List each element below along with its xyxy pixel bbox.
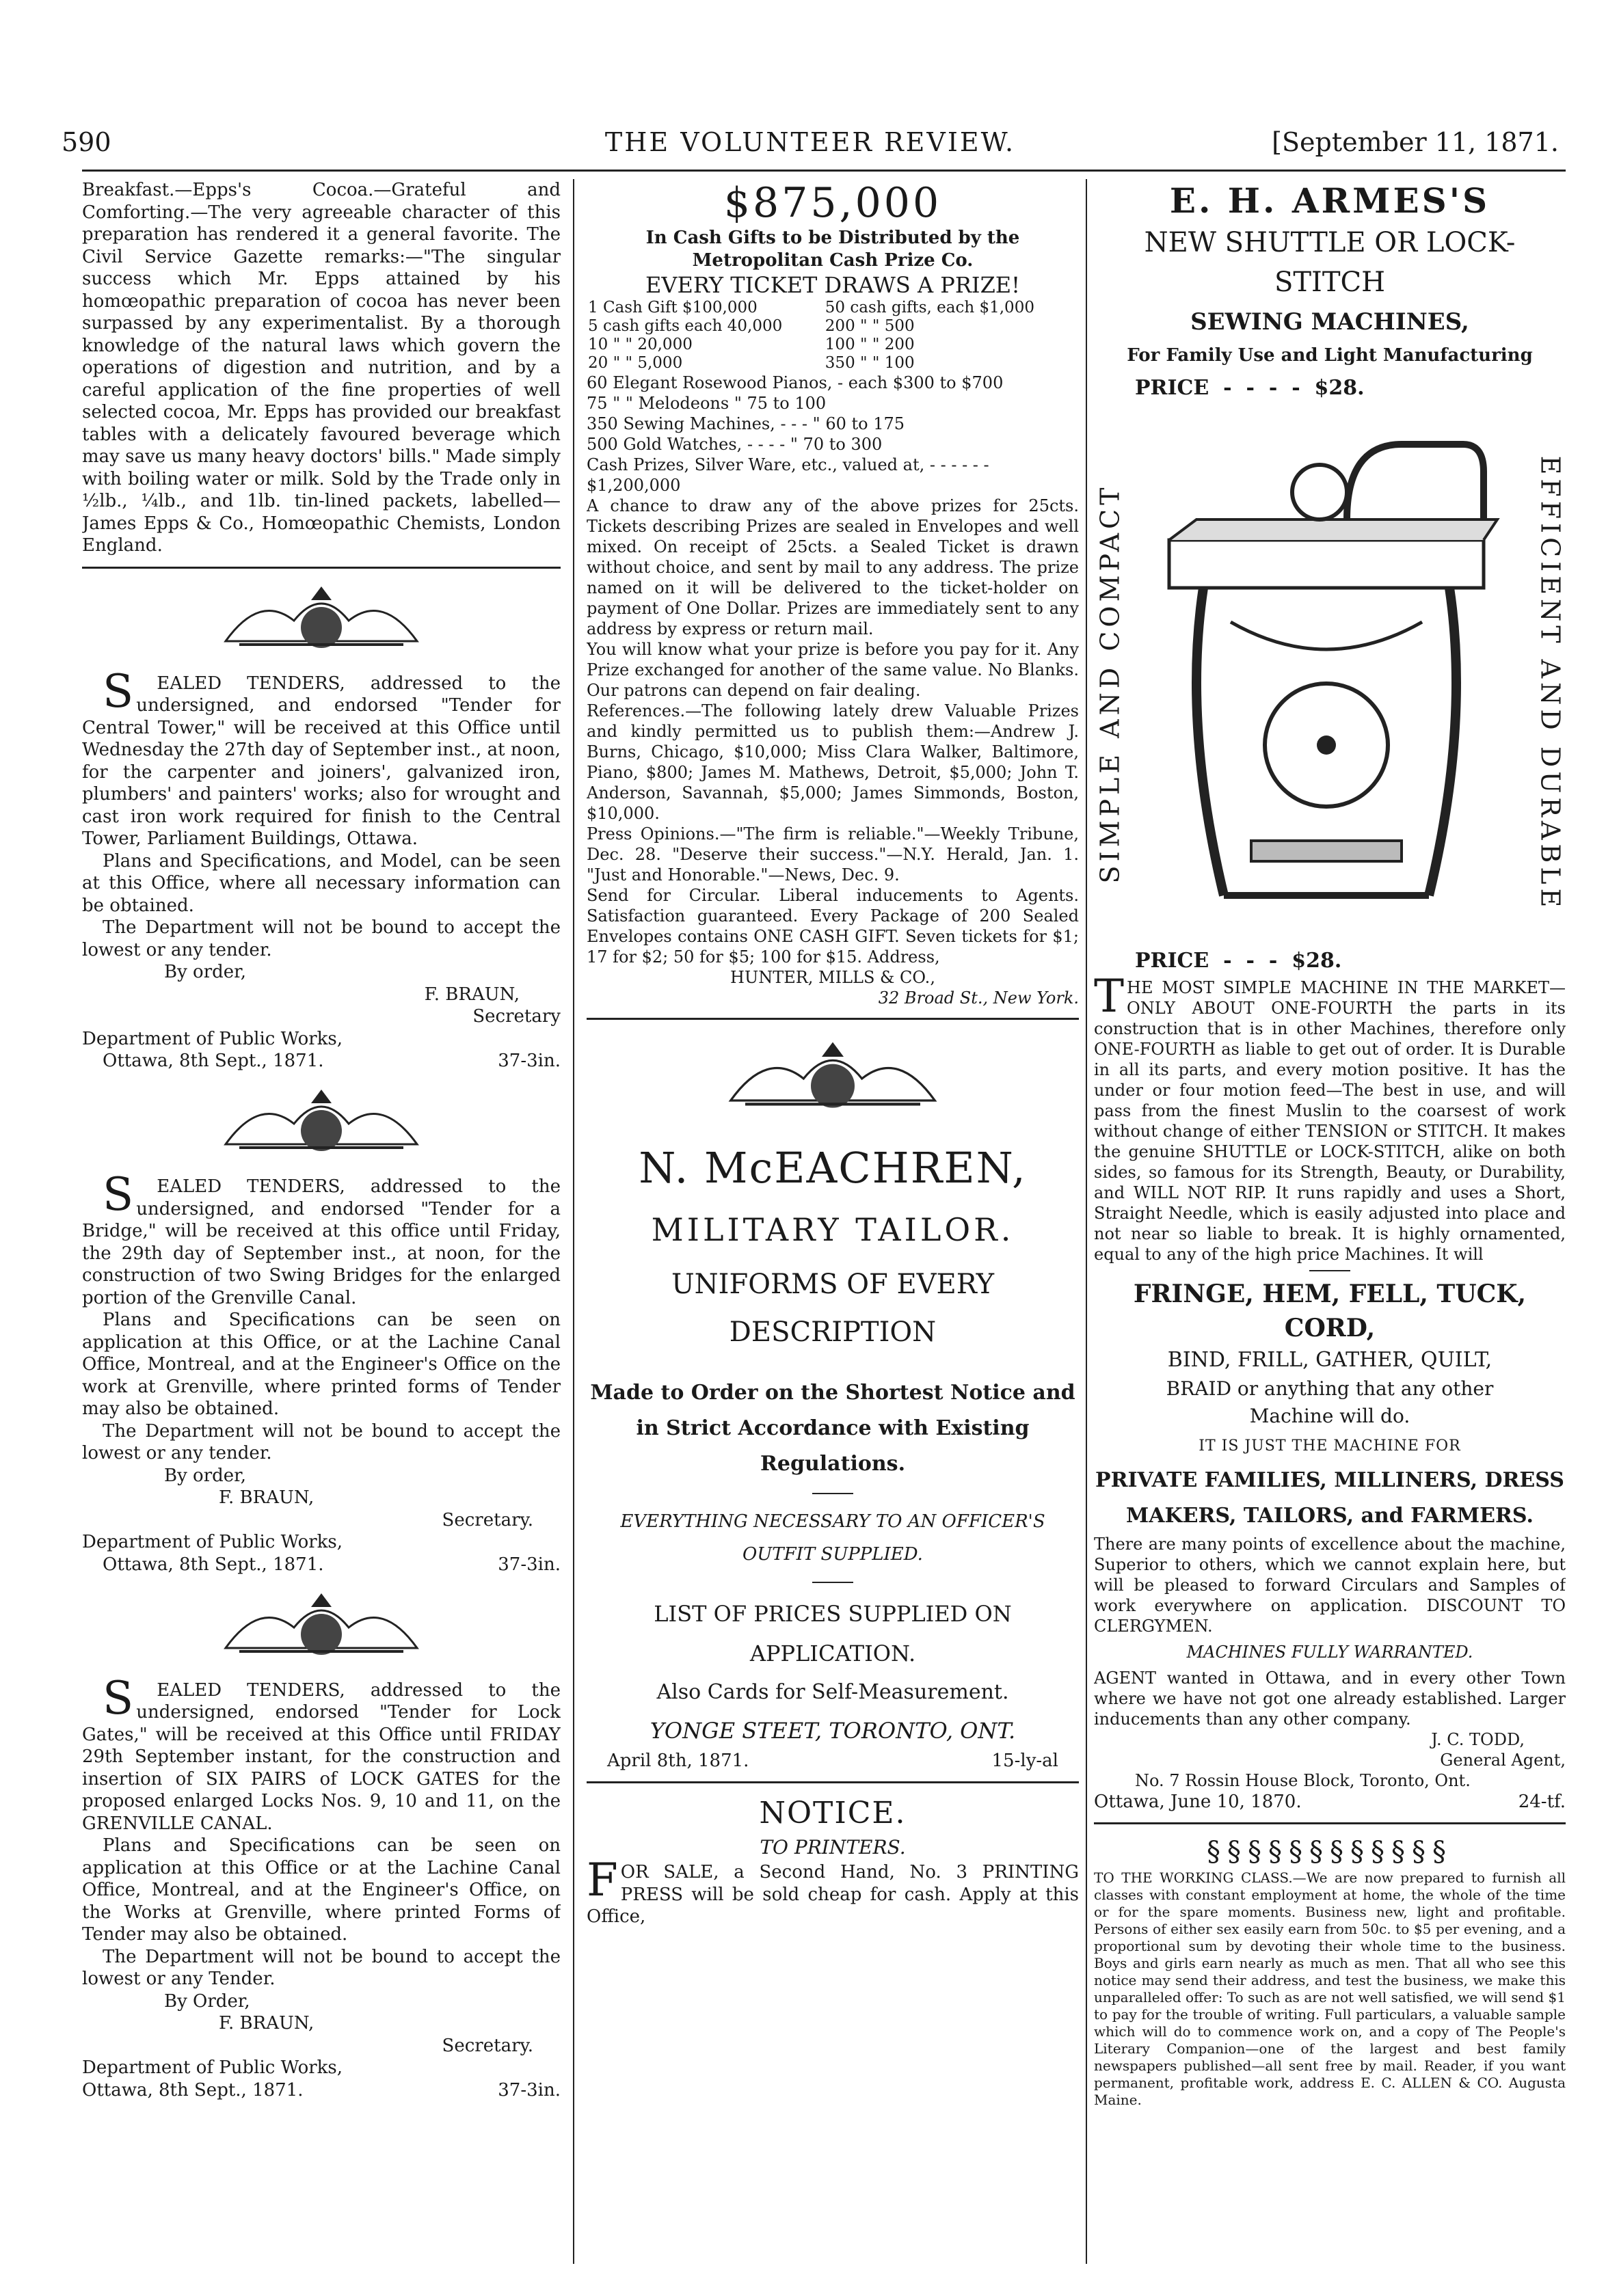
column-divider xyxy=(573,179,574,2264)
royal-crest-icon xyxy=(219,1083,424,1165)
column-1 xyxy=(82,179,561,2269)
royal-crest-icon xyxy=(723,1031,942,1126)
lottery-address-street: 32 Broad St., New York. xyxy=(878,988,1079,1008)
prize-amount: $875,000 xyxy=(723,179,942,227)
maker-name: E. H. ARMES'S xyxy=(1169,180,1490,221)
column-3 xyxy=(1094,179,1566,2269)
column-2 xyxy=(587,179,1079,2269)
prize-subtitle: In Cash Gifts to be Distributed by the Metropolitan Cash Prize Co. xyxy=(645,228,1020,271)
newspaper-title: THE VOLUNTEER REVIEW. xyxy=(604,127,1016,157)
tender-lock-gates: SEALED TENDERS, addressed to the undersigned, endorsed "Tender for Lock Gates," will be received at this Office until FRIDAY 29th September instant, for the construction and insertion of SIX PAIRS of LOCK GATES for the proposed enlarged Locks Nos. 9, 10 and 11, on the GRENVILLE CANAL. xyxy=(82,1671,561,1834)
masthead-rule xyxy=(82,170,1566,172)
tender-bridge: SEALED TENDERS, addressed to the undersigned, and endorsed "Tender for a Bridge," will be received at this office until Friday, the 29th day of September inst., at noon, for the construction of two Swing Bridges for the enlarged portion of the Grenville Canal. xyxy=(82,1168,561,1308)
sewing-machine-icon xyxy=(1142,417,1511,943)
department: Department of Public Works, xyxy=(82,1532,343,1552)
ad-code: 37-3in. xyxy=(498,1051,561,1071)
department: Department of Public Works, xyxy=(82,2057,343,2078)
tender-plans: Plans and Specifications can be seen on application at this Office or at the Lachine Canal Office, Montreal, and at the Engineer's Office, on the Works at Grenville, where printed Forms of Tender may also be obtained. xyxy=(82,1835,561,1945)
epps-cocoa-ad: Breakfast.—Epps's Cocoa.—Grateful and Comforting.—The very agreeable character of this preparation has rendered it a general favorite. The Civil Service Gazette remarks:—"The singular success which Mr. Epps attained by his homœopathic preparation of cocoa has never been surpassed by any experimentalist. By a thorough knowledge of the natural laws which govern the operations of digestion and nutrition, and by a careful application of the fine properties of well selected cocoa, Mr. Epps has provided our breakfast tables with a delicately favoured beverage which may save us many heavy doctors' bills." Made simply with boiling water or milk. Sold by the Trade only in ½lb., ¼lb., and 1lb. tin-lined packets, labelled—James Epps & Co., Homœopathic Chemists, London England. xyxy=(82,180,561,556)
agent-signer: J. C. TODD, xyxy=(1431,1730,1525,1749)
by-order: By Order, xyxy=(164,1990,250,2012)
tailor-date: April 8th, 1871. xyxy=(607,1751,749,1771)
table-row: 5 cash gifts each 40,000 200 " " 500 xyxy=(588,317,915,335)
signer-title: Secretary xyxy=(472,1006,561,1027)
press-for-sale: FOR SALE, a Second Hand, No. 3 PRINTING PRESS will be sold cheap for cash. Apply at this Office, xyxy=(587,1854,1079,1927)
table-row: 10 " " 20,000 100 " " 200 xyxy=(588,336,915,353)
ad-code: 37-3in. xyxy=(498,2079,561,2101)
column-divider xyxy=(1086,179,1087,2264)
place-date: Ottawa, 8th Sept., 1871. xyxy=(103,1051,324,1071)
made-to-order: Made to Order on the Shortest Notice and in Strict Accordance with Existing Regulations. xyxy=(590,1381,1075,1476)
price-top: PRICE - - - - $28. xyxy=(1135,376,1365,400)
ad-code: 15-ly-al xyxy=(991,1751,1058,1771)
tailor-name: N. McEACHREN, xyxy=(639,1143,1027,1193)
prize-line: 350 Sewing Machines, - - - " 60 to 175 xyxy=(587,414,905,433)
prize-line: 75 " " Melodeons " 75 to 100 xyxy=(587,394,827,413)
sewing-heading: SEWING MACHINES, xyxy=(1190,308,1469,336)
lottery-circular: Send for Circular. Liberal inducements to Agents. Satisfaction guaranteed. Every Package of 200 Sealed Envelopes contains ONE CASH GIFT. Seven tickets for $1; 17 for $2; 50 for $5; 100 for $15. Address, xyxy=(587,886,1079,967)
just-the-machine: IT IS JUST THE MACHINE FOR xyxy=(1199,1437,1461,1455)
to-printers: TO PRINTERS. xyxy=(760,1836,906,1859)
royal-crest-icon xyxy=(219,1586,424,1669)
ad-code: 24-tf. xyxy=(1518,1792,1566,1812)
prize-line: 60 Elegant Rosewood Pianos, - each $300 to $700 xyxy=(587,373,1004,392)
page-number: 590 xyxy=(62,127,111,157)
signer-name: F. BRAUN, xyxy=(219,2013,314,2034)
notice-heading: NOTICE. xyxy=(759,1796,907,1831)
place-date: Ottawa, 8th Sept., 1871. xyxy=(103,1554,324,1575)
tender-plans: Plans and Specifications can be seen on application at this Office, or at the Lachine Canal Office, Montreal, and at the Engineer's Office on the work at Grenville, where printed forms of Tender may also be obtained. xyxy=(82,1310,561,1419)
lottery-body: You will know what your prize is before you pay for it. Any Prize exchanged for another of the same value. No Blanks. Our patrons can depend on fair dealing. xyxy=(587,640,1079,700)
table-row: 20 " " 5,000 350 " " 100 xyxy=(588,354,915,372)
signer-name: F. BRAUN, xyxy=(424,984,520,1005)
tender-bound: The Department will not be bound to accept the lowest or any Tender. xyxy=(82,1946,561,1989)
by-order: By order, xyxy=(164,1465,247,1486)
divider xyxy=(812,1582,853,1583)
tender-bound: The Department will not be bound to accept the lowest or any tender. xyxy=(82,1420,561,1463)
machine-description: THE MOST SIMPLE MACHINE IN THE MARKET—ONLY ABOUT ONE-FOURTH the parts in its construction that is in other Machines, therefore only ONE-FOURTH as liable to get out of order. It is Durable in all its parts, and every motion positive. It has the under or four motion feed—The best in use, and will pass from the finest Muslin to the coarsest of work without change of either TENSION or STITCH. It makes the genuine SHUTTLE or LOCK-STITCH, alike on both sides, so famous for its Strength, Beauty, or Durability, and WILL NOT RIP. It runs rapidly and uses a Short, Straight Needle, which is easily adjusted into place and not near so liable to break. It is highly ornamented, equal to any of the high price Machines. It will xyxy=(1094,970,1566,1264)
agent-date: Ottawa, June 10, 1870. xyxy=(1094,1792,1302,1812)
divider xyxy=(1309,1270,1350,1271)
tailor-role: MILITARY TAILOR. xyxy=(651,1211,1015,1248)
tender-central-tower: SEALED TENDERS, addressed to the undersigned, and endorsed "Tender for Central Tower," will be received at this Office until Wednesday the 27th day of September inst., at noon, for the carpenter and joiners', galvanized iron, plumbers' and painters' works; also for wrought and cast iron work required for finish to the Central Tower, Parliament Buildings, Ottawa. xyxy=(82,664,561,849)
divider xyxy=(1094,1822,1566,1824)
efficient-durable-label: EFFICIENT AND DURABLE xyxy=(1535,455,1566,912)
prize-table xyxy=(587,299,1079,373)
self-measurement: Also Cards for Self-Measurement. xyxy=(656,1680,1009,1704)
lottery-press: Press Opinions.—"The firm is reliable."—Weekly Tribune, Dec. 28. "Deserve their success."—N.Y. Herald, Jan. 1. "Just and Honorable."—News, Dec. 9. xyxy=(587,824,1079,884)
price-bottom: PRICE - - - $28. xyxy=(1135,949,1342,973)
lottery-address-name: HUNTER, MILLS & CO., xyxy=(730,968,935,987)
family-use: For Family Use and Light Manufacturing xyxy=(1127,345,1533,366)
price-list: LIST OF PRICES SUPPLIED ON APPLICATION. xyxy=(654,1601,1012,1666)
divider xyxy=(587,1018,1079,1020)
agent-wanted: AGENT wanted in Ottawa, and in every other Town where we have not got one already established. Larger inducements than any other company. xyxy=(1094,1669,1566,1729)
by-order: By order, xyxy=(164,962,247,982)
excellence-paragraph: There are many points of excellence about the machine, Superior to others, which we cannot explain here, but will be pleased to forward Circulars and Samples of work everywhere on application. DISCOUNT TO CLERGYMEN. xyxy=(1094,1535,1566,1636)
working-class-ad: TO THE WORKING CLASS.—We are now prepared to furnish all classes with constant employment at home, the whole of the time or for the spare moments. Business new, light and profitable. Persons of either sex easily earn from 50c. to $5 per evening, and a proportional sum by devoting their whole time to the business. Boys and girls earn nearly as much as men. That all who see this notice may send their address, and test the business, we make this unparalleled offer: To such as are not well satisfied, we will send $1 to pay for the trouble of writing. Full particulars, a valuable sample which will do to commence work on, and a copy of The People's Literary Companion—one of the largest and best family newspapers published—all sent free by mail. Reader, if you want permanent, profitable work, address E. C. ALLEN & CO. Augusta Maine. xyxy=(1094,1869,1566,2108)
divider xyxy=(812,1493,853,1494)
braid-line: BRAID or anything that any other Machine will do. xyxy=(1166,1377,1494,1427)
agent-address: No. 7 Rossin House Block, Toronto, Ont. xyxy=(1135,1771,1471,1790)
families-line: PRIVATE FAMILIES, MILLINERS, DRESS MAKERS, TAILORS, and FARMERS. xyxy=(1095,1468,1564,1528)
tender-plans: Plans and Specifications, and Model, can be seen at this Office, where all necessary information can be obtained. xyxy=(82,850,561,916)
signer-title: Secretary. xyxy=(442,2035,533,2056)
issue-date: [September 11, 1871. xyxy=(1272,127,1559,157)
tender-bound: The Department will not be bound to accept the lowest or any tender. xyxy=(82,917,561,960)
machine-illustration-block xyxy=(1094,369,1566,971)
table-row: 1 Cash Gift $100,000 50 cash gifts, each $1,000 xyxy=(588,299,1034,316)
bind-line: BIND, FRILL, GATHER, QUILT, xyxy=(1167,1348,1493,1372)
prize-line: 500 Gold Watches, - - - - " 70 to 300 xyxy=(587,435,883,454)
lottery-references: References.—The following lately drew Valuable Prizes and kindly permitted us to publish them:—Andrew J. Burns, Chicago, $10,000; Miss Clara Walker, Baltimore, Piano, $800; James M. Mathews, Detroit, $5,000; John T. Anderson, Savannah, $5,000; James Simmonds, Boston, $10,000. xyxy=(587,701,1079,823)
every-ticket-heading: EVERY TICKET DRAWS A PRIZE! xyxy=(645,272,1021,298)
royal-crest-icon xyxy=(219,580,424,662)
signer-name: F. BRAUN, xyxy=(219,1487,314,1508)
ornament-row: §§§§§§§§§§§§ xyxy=(1207,1836,1453,1867)
warranted: MACHINES FULLY WARRANTED. xyxy=(1186,1643,1473,1662)
tailor-address: YONGE STEET, TORONTO, ONT. xyxy=(650,1718,1016,1744)
outfit-supplied: EVERYTHING NECESSARY TO AN OFFICER'S OUTFIT SUPPLIED. xyxy=(620,1511,1045,1565)
place-date: Ottawa, 8th Sept., 1871. xyxy=(82,2079,304,2101)
divider xyxy=(82,567,561,569)
prize-line: Cash Prizes, Silver Ware, etc., valued at, - - - - - - $1,200,000 xyxy=(587,455,989,495)
divider xyxy=(587,1781,1079,1783)
lottery-body: A chance to draw any of the above prizes for 25cts. Tickets describing Prizes are sealed in Envelopes and well mixed. On receipt of 25cts. a Sealed Ticket is drawn without choice, and sent by mail to any address. The prize named on it will be delivered to the ticket-holder on payment of One Dollar. Prizes are immediately sent to any address by express or return mail. xyxy=(587,496,1079,638)
product-name: NEW SHUTTLE OR LOCK-STITCH xyxy=(1144,227,1516,298)
uniforms-heading: UNIFORMS OF EVERY DESCRIPTION xyxy=(671,1269,995,1348)
department: Department of Public Works, xyxy=(82,1028,343,1049)
simple-compact-label: SIMPLE AND COMPACT xyxy=(1095,483,1125,884)
masthead xyxy=(62,127,1559,168)
agent-role: General Agent, xyxy=(1440,1751,1566,1770)
ad-code: 37-3in. xyxy=(498,1554,561,1575)
signer-title: Secretary. xyxy=(442,1509,533,1530)
fringe-line: FRINGE, HEM, FELL, TUCK, CORD, xyxy=(1133,1280,1527,1342)
